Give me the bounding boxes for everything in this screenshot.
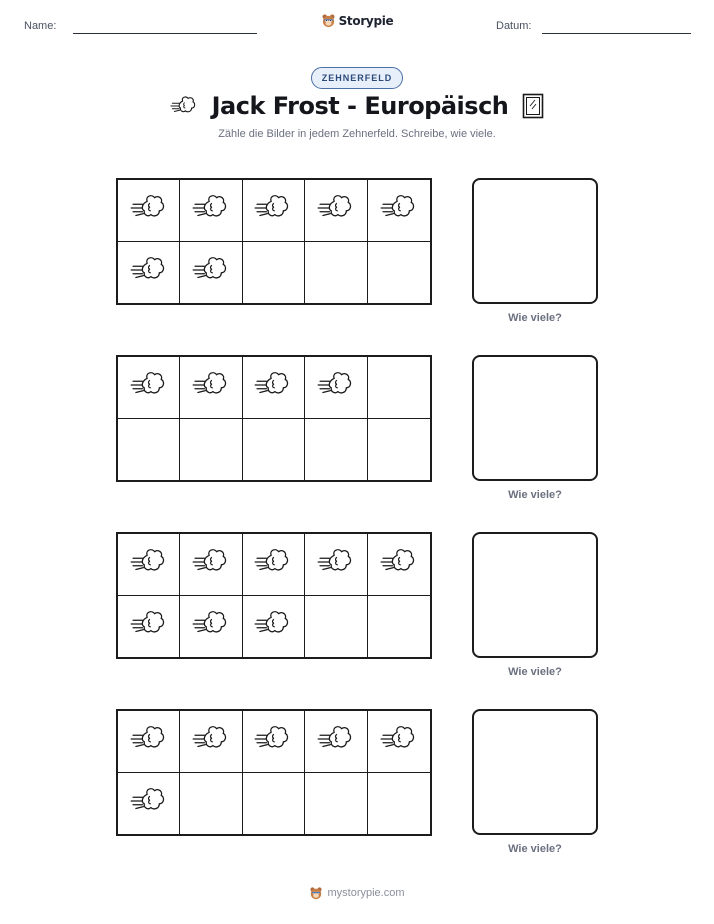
- ten-frame-cell: [118, 773, 180, 835]
- ten-frame-cell: [368, 711, 430, 773]
- ten-frame-cell: [180, 773, 242, 835]
- ten-frame-cell: [180, 534, 242, 596]
- answer-box[interactable]: [472, 532, 598, 658]
- ten-frame-cell: [180, 596, 242, 658]
- wind-cloud-icon: [254, 193, 292, 228]
- wind-cloud-icon: [130, 724, 168, 759]
- wind-cloud-icon: [130, 786, 168, 821]
- wind-cloud-icon: [254, 547, 292, 582]
- ten-frame-cell: [305, 596, 367, 658]
- wind-cloud-icon: [317, 193, 355, 228]
- wind-cloud-icon: [192, 370, 230, 405]
- frosted-window-icon: [522, 93, 544, 119]
- wind-cloud-icon: [192, 193, 230, 228]
- ten-frame-cell: [118, 419, 180, 481]
- wind-cloud-icon: [380, 193, 418, 228]
- storypie-mascot-icon: [321, 13, 336, 28]
- wind-cloud-icon: [380, 724, 418, 759]
- ten-frame-cell: [118, 357, 180, 419]
- ten-frame-cell: [305, 773, 367, 835]
- answer-box[interactable]: [472, 709, 598, 835]
- wind-cloud-icon: [192, 547, 230, 582]
- worksheet-type-badge: ZEHNERFELD: [311, 67, 404, 89]
- answer-label: Wie viele?: [508, 312, 562, 324]
- ten-frame-cell: [118, 534, 180, 596]
- answer-label: Wie viele?: [508, 489, 562, 501]
- ten-frame-cell: [305, 357, 367, 419]
- wind-cloud-icon: [317, 547, 355, 582]
- ten-frame-cell: [180, 357, 242, 419]
- ten-frame-cell: [305, 419, 367, 481]
- ten-frame-cell: [243, 419, 305, 481]
- wind-cloud-icon: [192, 255, 230, 290]
- wind-cloud-icon: [192, 724, 230, 759]
- ten-frame-cell: [243, 357, 305, 419]
- wind-cloud-icon: [254, 609, 292, 644]
- ten-frame-cell: [368, 534, 430, 596]
- page-title: Jack Frost - Europäisch: [211, 92, 509, 120]
- ten-frame-cell: [368, 596, 430, 658]
- ten-frame: [116, 709, 432, 836]
- ten-frame: [116, 355, 432, 482]
- answer-label: Wie viele?: [508, 843, 562, 855]
- brand-name: Storypie: [338, 13, 394, 28]
- date-line[interactable]: [542, 33, 691, 34]
- name-label: Name:: [24, 20, 57, 32]
- ten-frame-cell: [118, 242, 180, 304]
- wind-cloud-icon: [317, 370, 355, 405]
- instructions: Zähle die Bilder in jedem Zehnerfeld. Schreibe, wie viele.: [218, 128, 496, 140]
- ten-frame-cell: [243, 711, 305, 773]
- title-row: [0, 92, 714, 120]
- ten-frame-cell: [368, 357, 430, 419]
- ten-frame-cell: [368, 419, 430, 481]
- ten-frame-cell: [180, 711, 242, 773]
- ten-frame: [116, 178, 432, 305]
- ten-frame-cell: [305, 534, 367, 596]
- ten-frame-cell: [118, 711, 180, 773]
- brand-logo: [0, 13, 714, 28]
- ten-frame-cell: [180, 242, 242, 304]
- ten-frame-cell: [118, 596, 180, 658]
- footer-url: mystorypie.com: [327, 887, 405, 899]
- wind-cloud-icon: [130, 255, 168, 290]
- wind-cloud-icon: [254, 724, 292, 759]
- wind-cloud-icon: [170, 95, 198, 117]
- wind-cloud-icon: [317, 724, 355, 759]
- answer-label: Wie viele?: [508, 666, 562, 678]
- footer: [0, 886, 714, 900]
- answer-box[interactable]: [472, 178, 598, 304]
- ten-frame-cell: [368, 773, 430, 835]
- ten-frame-cell: [368, 180, 430, 242]
- wind-cloud-icon: [130, 609, 168, 644]
- ten-frame-cell: [180, 419, 242, 481]
- wind-cloud-icon: [192, 609, 230, 644]
- ten-frame-cell: [368, 242, 430, 304]
- wind-cloud-icon: [254, 370, 292, 405]
- wind-cloud-icon: [380, 547, 418, 582]
- name-line[interactable]: [73, 33, 257, 34]
- ten-frame-cell: [180, 180, 242, 242]
- wind-cloud-icon: [130, 370, 168, 405]
- ten-frame: [116, 532, 432, 659]
- ten-frame-cell: [243, 534, 305, 596]
- ten-frame-cell: [243, 773, 305, 835]
- wind-cloud-icon: [130, 547, 168, 582]
- ten-frame-cell: [305, 711, 367, 773]
- storypie-mascot-icon: [309, 886, 323, 900]
- answer-box[interactable]: [472, 355, 598, 481]
- ten-frame-cell: [243, 596, 305, 658]
- date-label: Datum:: [496, 20, 532, 32]
- ten-frame-cell: [305, 180, 367, 242]
- ten-frame-cell: [243, 242, 305, 304]
- ten-frame-cell: [243, 180, 305, 242]
- ten-frame-cell: [305, 242, 367, 304]
- ten-frame-cell: [118, 180, 180, 242]
- wind-cloud-icon: [130, 193, 168, 228]
